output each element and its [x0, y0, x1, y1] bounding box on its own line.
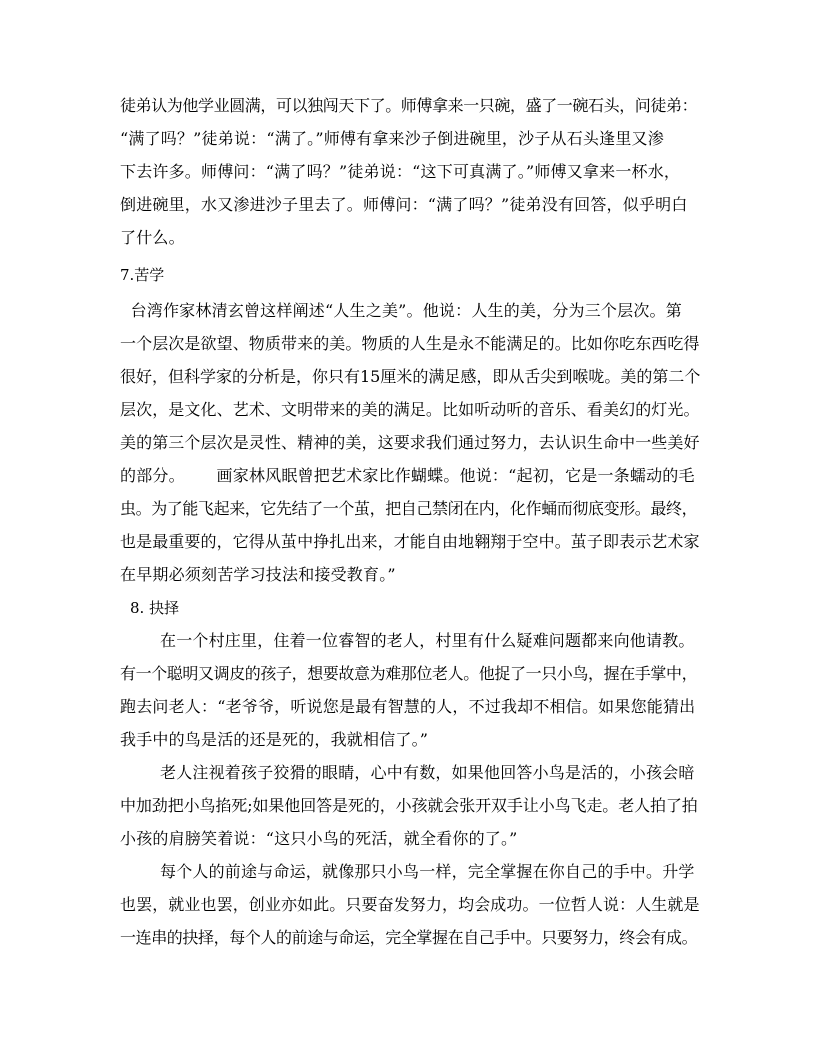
paragraph-line: 下去许多。师傅问：“满了吗？”徒弟说：“这下可真满了。”师傅又拿来一杯水，	[120, 162, 681, 181]
paragraph-line: 也罢，就业也罢，创业亦如此。只要奋发努力，均会成功。一位哲人说：人生就是	[120, 895, 700, 914]
paragraph-line: 的部分。 画家林风眠曾把艺术家比作蝴蝶。他说：“起初，它是一条蠕动的毛	[120, 466, 695, 485]
paragraph-line: 在一个村庄里，住着一位睿智的老人，村里有什么疑难问题都来向他请教。	[160, 631, 695, 650]
section-heading: 8. 抉择	[130, 599, 180, 617]
paragraph-line: 小孩的肩膀笑着说：“这只小鸟的死活，就全看你的了。”	[120, 829, 518, 848]
paragraph-line: 层次，是文化、艺术、文明带来的美的满足。比如听动听的音乐、看美幻的灯光。	[120, 400, 700, 419]
paragraph-line: 也是最重要的，它得从茧中挣扎出来，才能自由地翱翔于空中。茧子即表示艺术家	[120, 532, 700, 551]
section-heading: 7.苦学	[120, 266, 165, 284]
paragraph-line: 有一个聪明又调皮的孩子，想要故意为难那位老人。他捉了一只小鸟，握在手掌中，	[120, 664, 698, 683]
paragraph-line: 跑去问老人：“老爷爷，听说您是最有智慧的人，不过我却不相信。如果您能猜出	[120, 697, 696, 716]
paragraph-line: 很好，但科学家的分析是，你只有15厘米的满足感，即从舌尖到喉咙。美的第二个	[120, 367, 701, 386]
paragraph-line: 我手中的鸟是活的还是死的，我就相信了。”	[120, 730, 429, 749]
paragraph-line: 虫。为了能飞起来，它先结了一个茧，把自己禁闭在内，化作蛹而彻底变形。最终，	[120, 499, 698, 518]
paragraph-line: 在早期必须刻苦学习技法和接受教育。”	[120, 565, 396, 584]
paragraph-line: 徒弟认为他学业圆满，可以独闯天下了。师傅拿来一只碗，盛了一碗石头，问徒弟：	[120, 96, 698, 115]
paragraph-line: 老人注视着孩子狡猾的眼睛，心中有数，如果他回答小鸟是活的，小孩会暗	[160, 763, 695, 782]
paragraph-line: 一连串的抉择，每个人的前途与命运，完全掌握在自己手中。只要努力，终会有成。	[120, 928, 698, 947]
paragraph-line: “满了吗？”徒弟说：“满了。”师傅有拿来沙子倒进碗里，沙子从石头逢里又渗	[120, 129, 664, 148]
paragraph-line: 中加劲把小鸟掐死;如果他回答是死的，小孩就会张开双手让小鸟飞走。老人拍了拍	[120, 796, 698, 815]
paragraph-line: 美的第三个层次是灵性、精神的美，这要求我们通过努力，去认识生命中一些美好	[120, 433, 700, 452]
paragraph-line: 一个层次是欲望、物质带来的美。物质的人生是永不能满足的。比如你吃东西吃得	[120, 334, 700, 353]
paragraph-line: 每个人的前途与命运，就像那只小鸟一样，完全掌握在你自己的手中。升学	[160, 862, 695, 881]
paragraph-line: 了什么。	[120, 228, 185, 247]
paragraph-line: 台湾作家林清玄曾这样阐述“人生之美”。他说：人生的美，分为三个层次。第	[120, 301, 682, 320]
paragraph-line: 倒进碗里，水又渗进沙子里去了。师傅问：“满了吗？”徒弟没有回答，似乎明白	[120, 195, 688, 214]
